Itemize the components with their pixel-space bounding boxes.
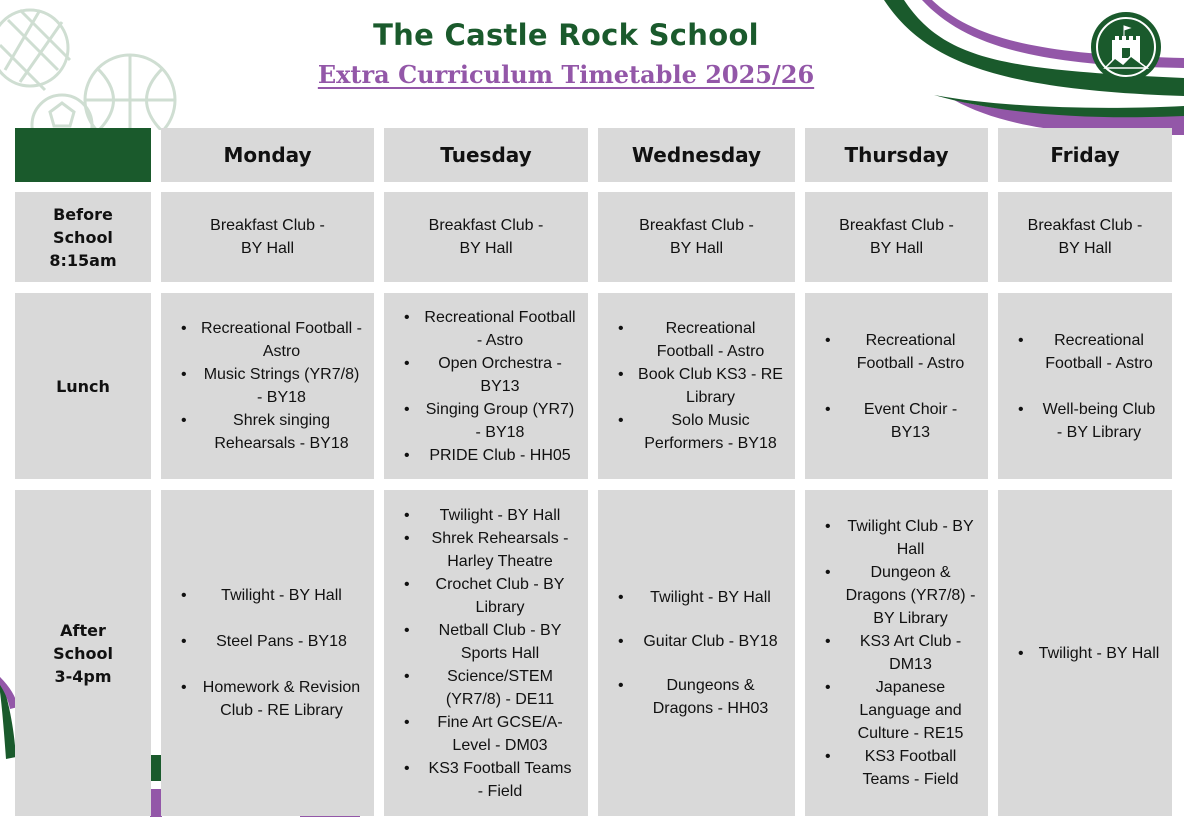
activity-item: • Twilight Club - BY Hall [831,515,980,561]
activity-item: • Shrek singing Rehearsals - BY18 [187,409,366,455]
activity-item: • Recreational Football - Astro [187,317,366,363]
slot-label: Lunch [56,376,110,396]
activity-item: • Singing Group (YR7) - BY18 [410,398,580,444]
lunch-monday [161,293,374,479]
lunch-tuesday [384,293,588,479]
activity-item: • Shrek Rehearsals - Harley Theatre [410,527,580,573]
slot-after-school [15,490,151,816]
activity-item: • Twilight - BY Hall [1024,642,1164,665]
activity-text: Breakfast Club - [639,217,754,234]
slot-label: Before [53,204,113,224]
activity-text: BY Hall [1058,240,1112,257]
slot-label: 3-4pm [54,666,112,686]
day-header-thursday [805,128,988,182]
after-school-monday [161,490,374,816]
slot-label: After [60,620,106,640]
activity-text: Breakfast Club - [839,217,954,234]
activity-text: BY Hall [459,240,513,257]
activity-item: • Fine Art GCSE/A-Level - DM03 [410,711,580,757]
activity-item: • Guitar Club - BY18 [624,630,787,653]
slot-lunch [15,293,151,479]
activity-item: • PRIDE Club - HH05 [410,444,580,467]
activity-item: • Twilight - BY Hall [187,584,366,607]
activity-item: • Japanese Language and Culture - RE15 [831,676,980,745]
lunch-friday [998,293,1172,479]
before-school-monday [161,192,374,282]
corner-header-block [15,128,151,182]
activity-text: BY Hall [669,240,724,257]
after-school-tuesday [384,490,588,816]
before-school-friday [998,192,1172,282]
day-label: Tuesday [440,143,532,167]
activity-text: Breakfast Club - [428,217,544,234]
slot-label: 8:15am [49,250,117,270]
activity-item: • Well-being Club - BY Library [1024,398,1164,444]
activity-item: • Recreational Football - Astro [410,306,580,352]
activity-item: • Open Orchestra - BY13 [410,352,580,398]
before-school-wednesday [598,192,795,282]
after-school-wednesday [598,490,795,816]
after-school-thursday [805,490,988,816]
day-label: Wednesday [631,143,762,167]
activity-item: • Twilight - BY Hall [624,586,787,609]
activity-text: Breakfast Club - [210,217,325,234]
activity-item: • Recreational Football - Astro [624,317,787,363]
activity-item: • Steel Pans - BY18 [187,630,366,653]
activity-item: • Event Choir - BY13 [831,398,980,444]
slot-before-school [15,192,151,282]
activity-item: • Music Strings (YR7/8) - BY18 [187,363,366,409]
activity-item: • Dungeons & Dragons - HH03 [624,674,787,720]
day-header-monday [161,128,374,182]
activity-text: BY Hall [869,240,924,257]
lunch-wednesday [598,293,795,479]
activity-item: • Homework & Revision Club - RE Library [187,676,366,722]
slot-label: School [53,227,113,247]
after-school-friday [998,490,1172,816]
activity-item: • Crochet Club - BY Library [410,573,580,619]
lunch-thursday [805,293,988,479]
slot-label: School [53,643,113,663]
activity-item: • Recreational Football - Astro [1024,329,1164,375]
activity-item: • KS3 Art Club - DM13 [831,630,980,676]
activity-item: • KS3 Football Teams - Field [410,757,580,803]
activity-item: • KS3 Football Teams - Field [831,745,980,791]
day-header-friday [998,128,1172,182]
day-label: Monday [223,143,312,167]
activity-item: • Twilight - BY Hall [410,504,580,527]
activity-item: • Dungeon & Dragons (YR7/8) - BY Library [831,561,980,630]
activity-text: BY Hall [240,240,295,257]
day-label: Thursday [844,143,949,167]
day-header-wednesday [598,128,795,182]
activity-item: • Netball Club - BY Sports Hall [410,619,580,665]
activity-item: • Book Club KS3 - RE Library [624,363,787,409]
activity-item: • Recreational Football - Astro [831,329,980,375]
day-header-tuesday [384,128,588,182]
before-school-thursday [805,192,988,282]
school-title: The Castle Rock School [373,18,759,52]
activity-item: • Science/STEM (YR7/8) - DE11 [410,665,580,711]
activity-item: • Solo Music Performers - BY18 [624,409,787,455]
before-school-tuesday [384,192,588,282]
activity-text: Breakfast Club - [1027,217,1143,234]
timetable-subtitle: Extra Curriculum Timetable 2025/26 [317,60,815,89]
day-label: Friday [1050,143,1120,167]
